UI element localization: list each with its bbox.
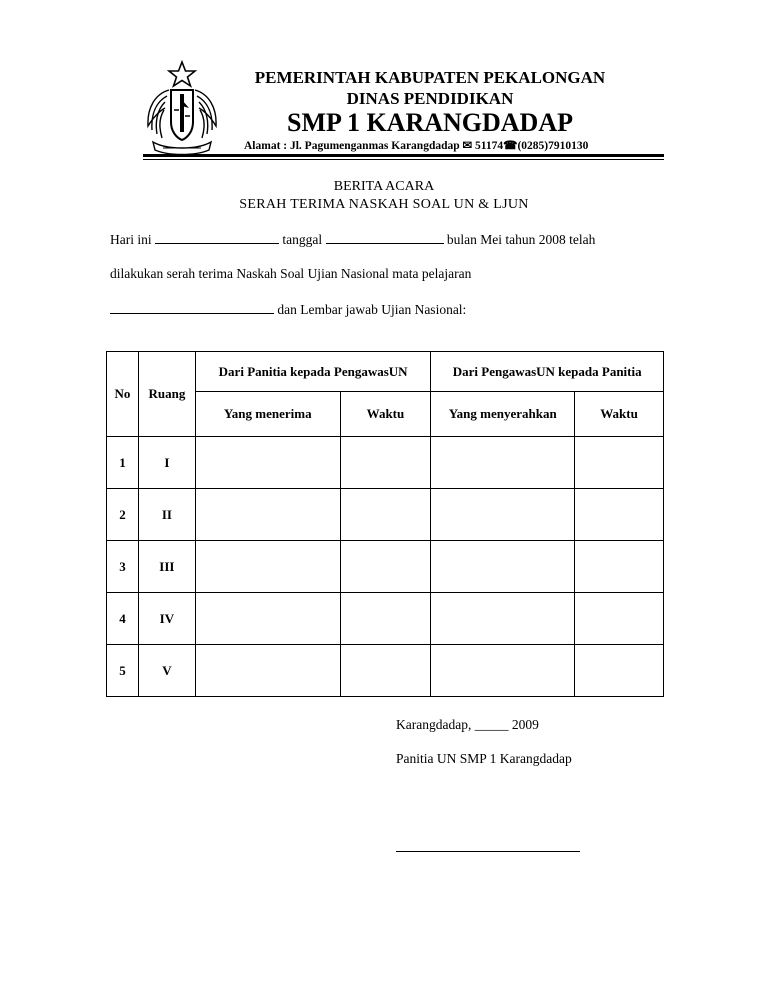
header-receiver: Yang menerima <box>195 392 340 437</box>
cell-no: 3 <box>107 541 139 593</box>
cell-no: 2 <box>107 489 139 541</box>
cell-receiver[interactable] <box>195 489 340 541</box>
blank-subject[interactable] <box>110 301 274 314</box>
cell-time-1[interactable] <box>340 489 431 541</box>
cell-receiver[interactable] <box>195 437 340 489</box>
letterhead-address: Alamat : Jl. Pagumenganmas Karangdadap ✉ 51174☎(0285)7910130 <box>244 140 589 152</box>
letterhead-department: DINAS PENDIDIKAN <box>346 89 514 108</box>
cell-ruang: II <box>138 489 195 541</box>
signature-place-date: Karangdadap, _____ 2009 <box>396 717 539 732</box>
cell-submitter[interactable] <box>431 645 575 697</box>
cell-no: 4 <box>107 593 139 645</box>
cell-submitter[interactable] <box>431 593 575 645</box>
blank-date[interactable] <box>326 231 444 244</box>
cell-ruang: V <box>138 645 195 697</box>
cell-submitter[interactable] <box>431 489 575 541</box>
header-submitter: Yang menyerahkan <box>431 392 575 437</box>
cell-time-2[interactable] <box>575 437 664 489</box>
paragraph-date-line <box>110 231 595 248</box>
letterhead-government: PEMERINTAH KABUPATEN PEKALONGAN <box>254 68 606 87</box>
cell-submitter[interactable] <box>431 437 575 489</box>
cell-time-2[interactable] <box>575 541 664 593</box>
cell-time-1[interactable] <box>340 645 431 697</box>
header-group-committee-to-supervisor: Dari Panitia kepada PengawasUN <box>195 352 431 392</box>
text-tanggal: tanggal <box>282 232 323 247</box>
cell-time-1[interactable] <box>340 593 431 645</box>
table-row <box>107 541 664 593</box>
table-header-row <box>107 352 664 392</box>
signature-line[interactable] <box>396 851 580 852</box>
letterhead-rule-thick <box>143 154 664 157</box>
letterhead-school-name: SMP 1 KARANGDADAP <box>287 108 573 137</box>
cell-receiver[interactable] <box>195 593 340 645</box>
cell-no: 1 <box>107 437 139 489</box>
handover-table <box>106 351 664 697</box>
cell-receiver[interactable] <box>195 645 340 697</box>
cell-time-2[interactable] <box>575 489 664 541</box>
letterhead-rule-thin <box>143 159 664 160</box>
regency-emblem <box>143 60 221 156</box>
cell-time-1[interactable] <box>340 437 431 489</box>
cell-ruang: I <box>138 437 195 489</box>
cell-time-2[interactable] <box>575 645 664 697</box>
paragraph-subject-line <box>110 301 466 318</box>
document-title: BERITA ACARA <box>333 179 435 194</box>
header-group-supervisor-to-committee: Dari PengawasUN kepada Panitia <box>431 352 664 392</box>
cell-ruang: IV <box>138 593 195 645</box>
text-answer-sheet: dan Lembar jawab Ujian Nasional: <box>277 302 467 317</box>
table-row <box>107 645 664 697</box>
cell-ruang: III <box>138 541 195 593</box>
header-ruang: Ruang <box>138 352 195 437</box>
document-subtitle: SERAH TERIMA NASKAH SOAL UN & LJUN <box>239 197 529 212</box>
header-no: No <box>107 352 139 437</box>
text-hari-ini: Hari ini <box>110 232 152 247</box>
signature-committee: Panitia UN SMP 1 Karangdadap <box>396 751 572 766</box>
text-month-year: bulan Mei tahun 2008 telah <box>446 232 596 247</box>
table-row <box>107 593 664 645</box>
header-time-1: Waktu <box>340 392 431 437</box>
blank-day[interactable] <box>155 231 279 244</box>
header-time-2: Waktu <box>575 392 664 437</box>
cell-no: 5 <box>107 645 139 697</box>
table-row <box>107 437 664 489</box>
paragraph-handover: dilakukan serah terima Naskah Soal Ujian Nasional mata pelajaran <box>110 266 472 281</box>
cell-submitter[interactable] <box>431 541 575 593</box>
table-row <box>107 489 664 541</box>
cell-time-1[interactable] <box>340 541 431 593</box>
cell-receiver[interactable] <box>195 541 340 593</box>
cell-time-2[interactable] <box>575 593 664 645</box>
